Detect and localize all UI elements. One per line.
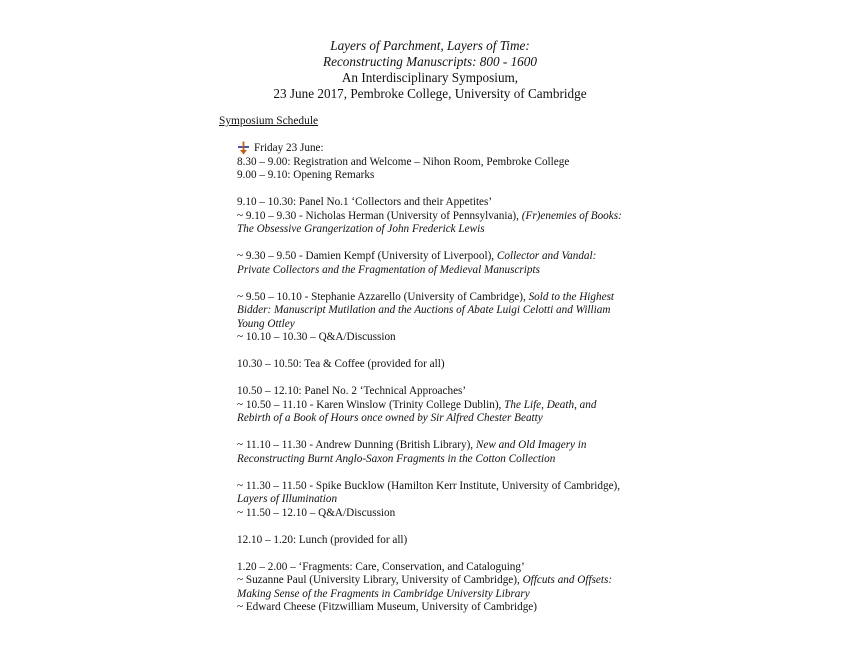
speaker: ~ 11.10 – 11.30 - Andrew Dunning (British Library), [237,439,476,451]
panel-heading: 10.50 – 12.10: Panel No. 2 ‘Technical Approaches’ [237,385,467,397]
list-item [237,291,697,305]
talk-title: (Fr)enemies of Books: [521,209,622,222]
talk-title: Making Sense of the Fragments in Cambridge University Library [237,587,530,600]
talk-title: The Life, Death, and [504,398,597,411]
speaker: ~ 10.50 – 11.10 - Karen Winslow (Trinity College Dublin), [237,398,505,411]
talk-title: Layers of Illumination [237,493,338,505]
title-line-2: Reconstructing Manuscripts: 800 - 1600 [323,54,537,69]
list-item: ~ 10.10 – 10.30 – Q&A/Discussion [237,331,396,343]
list-item: ~ Edward Cheese (Fitzwilliam Museum, University of Cambridge) [237,601,537,613]
speaker: ~ Suzanne Paul (University Library, University of Cambridge), [237,574,523,586]
list-item: ~ 11.50 – 12.10 – Q&A/Discussion [237,506,396,519]
talk-title: Private Collectors and the Fragmentation of Medieval Manuscripts [237,263,540,276]
date-venue: 23 June 2017, Pembroke College, University of Cambridge [273,86,587,101]
talk-title: Reconstructing Burnt Anglo-Saxon Fragments in the Cotton Collection [237,452,556,465]
subtitle: An Interdisciplinary Symposium, [341,70,519,85]
list-item: ~ 11.30 – 11.50 - Spike Bucklow (Hamilton Kerr Institute, University of Cambridge), [237,479,621,492]
panel-heading: 1.20 – 2.00 – ‘Fragments: Care, Conservation, and Cataloguing’ [237,560,525,573]
title-line-1: Layers of Parchment, Layers of Time: [330,38,530,53]
list-item: 9.00 – 9.10: Opening Remarks [237,169,375,181]
list-item [237,210,697,224]
list-item: 10.30 – 10.50: Tea & Coffee (provided for all) [237,358,445,370]
list-item [237,399,697,413]
talk-title: Young Ottley [237,317,295,330]
speaker: ~ 9.30 – 9.50 - Damien Kempf (University of Liverpool), [237,250,497,262]
talk-title: New and Old Imagery in [475,439,587,451]
list-item: 12.10 – 1.20: Lunch (provided for all) [237,533,408,546]
schedule-list [237,142,697,615]
talk-title: Offcuts and Offsets: [522,574,613,586]
list-item: 8.30 – 9.00: Registration and Welcome – Nihon Room, Pembroke College [237,155,570,168]
list-item [237,250,697,264]
list-item [237,439,697,453]
talk-title: The Obsessive Grangerization of John Frederick Lewis [237,223,485,235]
list-item [237,574,697,588]
speaker: ~ 9.50 – 10.10 - Stephanie Azzarello (University of Cambridge), [237,290,529,303]
day-heading [237,142,697,156]
talk-title: Sold to the Highest [528,290,615,303]
panel-heading: 9.10 – 10.30: Panel No.1 ‘Collectors and their Appetites’ [237,196,493,208]
talk-title: Bidder: Manuscript Mutilation and the Auctions of Abate Luigi Celotti and William [237,304,611,316]
schedule-heading: Symposium Schedule [219,115,319,127]
speaker: ~ 9.10 – 9.30 - Nicholas Herman (University of Pennsylvania), [237,209,522,222]
talk-title: Rebirth of a Book of Hours once owned by Sir Alfred Chester Beatty [237,412,543,424]
document-header [0,38,860,102]
talk-title: Collector and Vandal: [496,250,597,262]
day-label: Friday 23 June: [254,142,324,154]
arrow-bullet-icon [237,141,251,155]
